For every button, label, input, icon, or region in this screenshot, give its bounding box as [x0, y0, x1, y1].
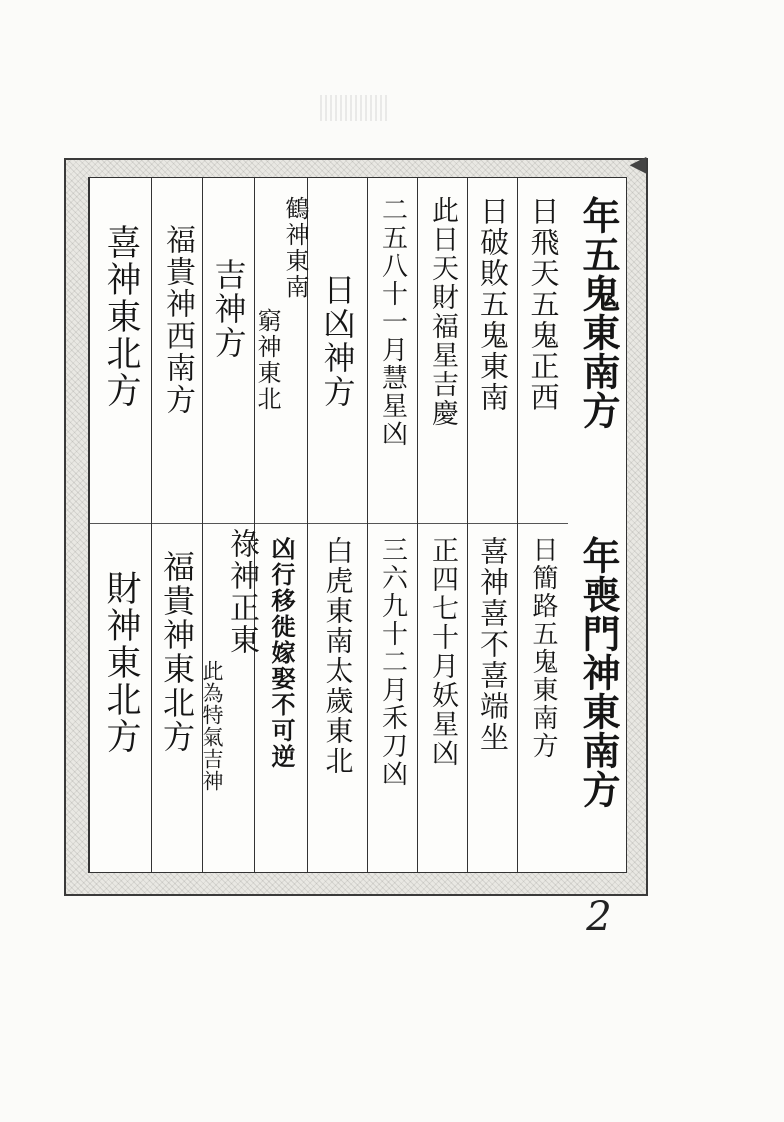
cell-top [468, 196, 517, 516]
cell-bottom [152, 550, 202, 880]
divider-line [468, 523, 517, 524]
column-text: 日飛天五鬼正西 [526, 196, 561, 413]
divider-line [255, 523, 307, 524]
column-text: 財神東北方 [101, 570, 141, 755]
column-10 [89, 178, 151, 872]
column-text: 此日天財福星吉慶 [427, 196, 458, 428]
column-text: 二五八十一月慧星凶 [377, 196, 408, 448]
column-4 [417, 178, 467, 872]
page-border-frame [64, 158, 648, 896]
cell-top [152, 224, 202, 544]
column-note: 此為特氣吉神 [200, 660, 224, 792]
column-text: 正四七十月妖星凶 [427, 536, 458, 768]
cell-bottom [90, 570, 151, 900]
column-text: 鶴神東南 [281, 196, 309, 300]
cell-bottom [368, 536, 417, 866]
column-8 [200, 178, 259, 872]
cell-top [418, 196, 467, 516]
cell-top [368, 196, 417, 516]
column-text: 三六九十二月禾刀凶 [377, 536, 408, 788]
top-text-pair [255, 196, 307, 516]
cell-bottom [255, 536, 307, 866]
cell-bottom [418, 536, 467, 866]
text-grid [88, 177, 627, 873]
column-text: 日凶神方 [318, 273, 357, 409]
cell-bottom [568, 536, 628, 866]
paper-smudge [320, 95, 390, 121]
bottom-text-pair [200, 528, 259, 858]
column-text: 日簡路五鬼東南方 [528, 536, 558, 760]
page-number: 2 [586, 894, 612, 940]
cell-bottom [518, 536, 568, 866]
column-text: 福貴神西南方 [160, 224, 195, 416]
column-3 [467, 178, 517, 872]
column-7 [254, 178, 307, 872]
column-1 [568, 178, 628, 872]
cell-top [255, 196, 307, 516]
column-6 [307, 178, 367, 872]
cell-top [518, 196, 568, 516]
divider-line [518, 523, 568, 524]
cell-top [90, 224, 151, 544]
column-text: 日破敗五鬼東南 [476, 196, 510, 413]
corner-mark-icon: ◀ [629, 152, 647, 177]
divider-line [418, 523, 467, 524]
cell-bottom [200, 528, 259, 858]
column-text: 福貴神東北方 [158, 550, 196, 754]
column-text: 年喪門神東南方 [576, 536, 621, 809]
column-text: 年五鬼東南方 [576, 196, 621, 430]
column-text: 凶行移徙嫁娶不可逆 [267, 536, 296, 770]
column-text: 祿神正東 [224, 528, 259, 656]
column-2 [517, 178, 568, 872]
cell-bottom [468, 536, 517, 866]
column-text: 喜神東北方 [101, 224, 141, 409]
column-text: 喜神喜不喜端坐 [476, 536, 510, 753]
column-9 [151, 178, 202, 872]
column-text: 白虎東南太歲東北 [321, 536, 355, 776]
cell-bottom [308, 536, 367, 866]
cell-top [568, 196, 628, 516]
column-5 [367, 178, 417, 872]
column-text-lower: 窮神東北 [253, 308, 281, 412]
divider-line [368, 523, 417, 524]
column-text: 吉神方 [209, 258, 248, 360]
